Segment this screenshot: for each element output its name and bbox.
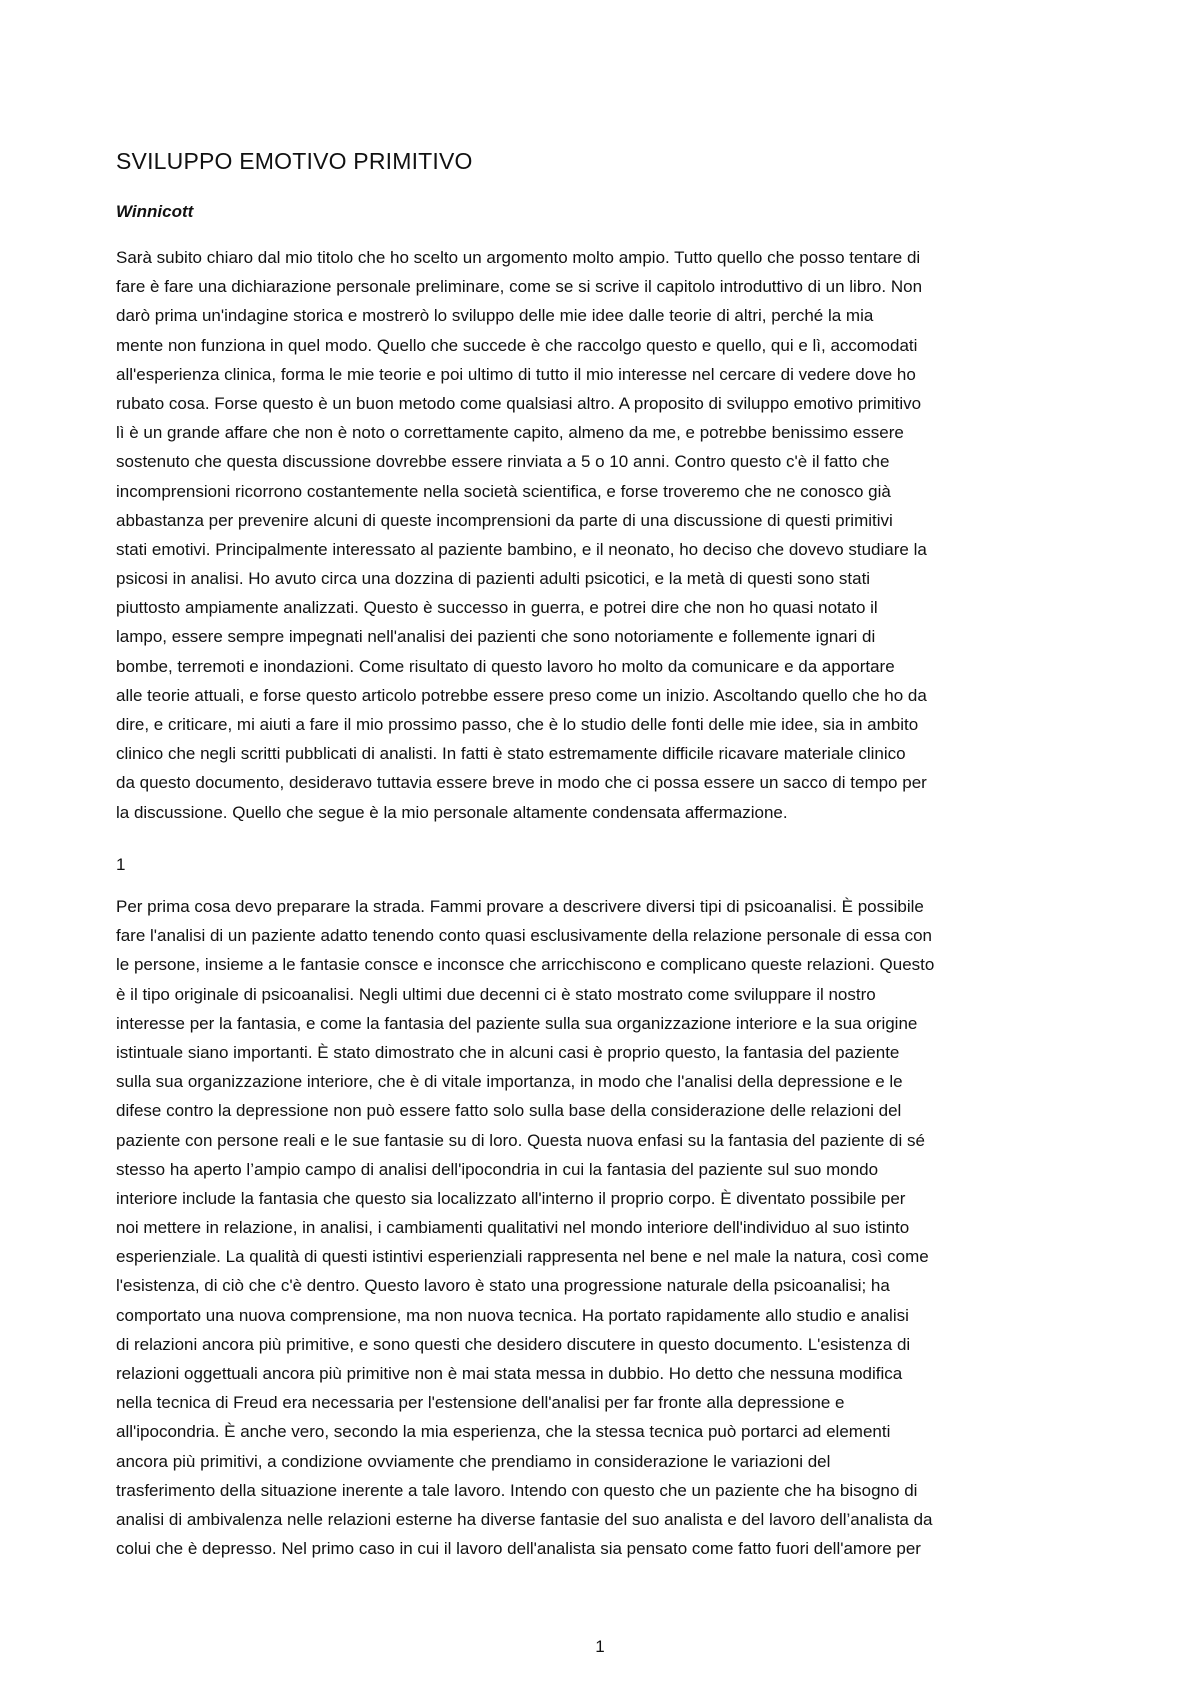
text-line: all'esperienza clinica, forma le mie teorie e poi ultimo di tutto il mio interesse nel cercare di vedere dove ho [116,364,916,384]
section-number: 1 [116,855,126,874]
text-line: ancora più primitivi, a condizione ovviamente che prendiamo in considerazione le variazioni del [116,1451,831,1471]
paragraph-section-1 [116,892,1096,1563]
text-line: trasferimento della situazione inerente a tale lavoro. Intendo con questo che un paziente che ha bisogno di [116,1480,918,1500]
text-line: piuttosto ampiamente analizzati. Questo è successo in guerra, e potrei dire che non ho quasi notato il [116,598,878,618]
text-line: Sarà subito chiaro dal mio titolo che ho scelto un argomento molto ampio. Tutto quello che posso tentare di [116,248,921,267]
text-line: l'esistenza, di ciò che c'è dentro. Questo lavoro è stato una progressione naturale della psicoanalisi; ha [116,1276,890,1296]
document-title: SVILUPPO EMOTIVO PRIMITIVO [116,148,473,174]
text-line: bombe, terremoti e inondazioni. Come risultato di questo lavoro ho molto da comunicare e da apportare [116,656,895,676]
text-line: analisi di ambivalenza nelle relazioni esterne ha diverse fantasie del suo analista e del lavoro dell’analista da [116,1509,933,1529]
text-line: interiore include la fantasia che questo sia localizzato all'interno il proprio corpo. È diventato possibile per [116,1188,906,1208]
text-line: clinico che negli scritti pubblicati di analisti. In fatti è stato estremamente difficile ricavare materiale clinico [116,744,906,764]
text-line: noi mettere in relazione, in analisi, i cambiamenti qualitativi nel mondo interiore dell'individuo al suo istinto [116,1218,910,1238]
text-line: psicosi in analisi. Ho avuto circa una dozzina di pazienti adulti psicotici, e la metà di questi sono stati [116,569,871,589]
text-line: darò prima un'indagine storica e mostrerò lo sviluppo delle mie idee dalle teorie di altri, perché la mia [116,306,874,326]
text-line: mente non funziona in quel modo. Quello che succede è che raccolgo questo e quello, qui e lì, accomodati [116,335,918,355]
text-line: esperienziale. La qualità di questi istintivi esperienziali rappresenta nel bene e nel male la natura, così come [116,1247,929,1267]
text-line: di relazioni ancora più primitive, e sono questi che desidero discutere in questo documento. L'esistenza di [116,1334,911,1354]
text-line: fare l'analisi di un paziente adatto tenendo conto quasi esclusivamente della relazione personale di essa con [116,926,932,946]
text-line: incomprensioni ricorrono costantemente nella società scientifica, e forse troveremo che ne conosco già [116,481,891,501]
text-line: all'ipocondria. È anche vero, secondo la mia esperienza, che la stessa tecnica può portarci ad elementi [116,1422,891,1442]
document-author: Winnicott [116,202,194,221]
text-line: colui che è depresso. Nel primo caso in cui il lavoro dell'analista sia pensato come fatto fuori dell'amore per [116,1539,921,1559]
text-line: da questo documento, desideravo tuttavia essere breve in modo che ci possa essere un sacco di tempo per [116,773,927,793]
page-number: 1 [595,1637,605,1656]
text-line: sostenuto che questa discussione dovrebbe essere rinviata a 5 o 10 anni. Contro questo c'è il fatto che [116,452,890,472]
text-line: è il tipo originale di psicoanalisi. Negli ultimi due decenni ci è stato mostrato come sviluppare il nostro [116,984,876,1004]
text-line: la discussione. Quello che segue è la mio personale altamente condensata affermazione. [116,802,788,822]
text-line: rubato cosa. Forse questo è un buon metodo come qualsiasi altro. A proposito di sviluppo emotivo primitivo [116,393,922,413]
text-line: nella tecnica di Freud era necessaria per l'estensione dell'analisi per far fronte alla depressione e [116,1393,845,1413]
paragraph-introduction [116,243,1096,827]
text-line: abbastanza per prevenire alcuni di queste incomprensioni da parte di una discussione di questi primitivi [116,510,893,530]
text-line: interesse per la fantasia, e come la fantasia del paziente sulla sua organizzazione interiore e la sua origine [116,1013,918,1033]
text-line: difese contro la depressione non può essere fatto solo sulla base della considerazione delle relazioni del [116,1101,902,1121]
text-line: lì è un grande affare che non è noto o correttamente capito, almeno da me, e potrebbe benissimo essere [116,423,904,443]
text-line: fare è fare una dichiarazione personale preliminare, come se si scrive il capitolo introduttivo di un libro. Non [116,277,923,297]
text-line: dire, e criticare, mi aiuti a fare il mio prossimo passo, che è lo studio delle fonti delle mie idee, sia in ambito [116,715,919,734]
text-line: sulla sua organizzazione interiore, che è di vitale importanza, in modo che l'analisi della depressione e le [116,1072,903,1092]
text-line: paziente con persone reali e le sue fantasie su di loro. Questa nuova enfasi su la fantasia del paziente di sé [116,1130,925,1150]
text-line: comportato una nuova comprensione, ma non nuova tecnica. Ha portato rapidamente allo studio e analisi [116,1305,909,1325]
text-line: istintuale siano importanti. È stato dimostrato che in alcuni casi è proprio questo, la fantasia del paziente [116,1042,900,1062]
text-line: alle teorie attuali, e forse questo articolo potrebbe essere preso come un inizio. Ascoltando quello che ho da [116,685,927,705]
text-line: le persone, insieme a le fantasie consce e inconsce che arricchiscono e complicano queste relazioni. Questo [116,955,935,975]
text-line: Per prima cosa devo preparare la strada. Fammi provare a descrivere diversi tipi di psicoanalisi. È possibile [116,897,924,916]
text-line: stati emotivi. Principalmente interessato al paziente bambino, e il neonato, ho deciso che dovevo studiare la [116,539,927,559]
text-line: stesso ha aperto l’ampio campo di analisi dell'ipocondria in cui la fantasia del paziente sul suo mondo [116,1159,879,1179]
text-line: relazioni oggettuali ancora più primitive non è mai stata messa in dubbio. Ho detto che nessuna modifica [116,1364,903,1383]
text-line: lampo, essere sempre impegnati nell'analisi dei pazienti che sono notoriamente e follemente ignari di [116,627,876,647]
